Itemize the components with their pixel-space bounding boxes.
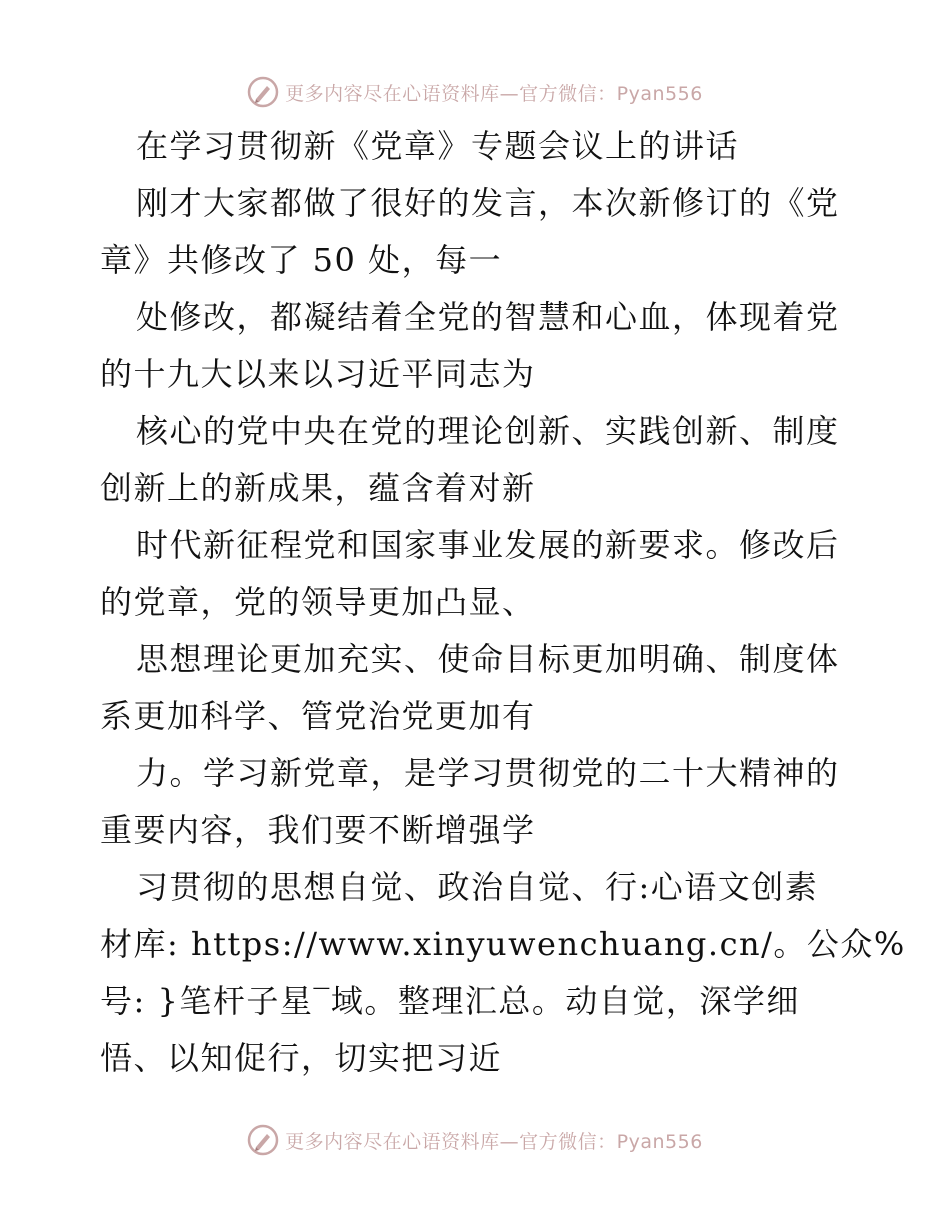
paragraph-line: 核心的党中央在党的理论创新、实践创新、制度 — [136, 412, 840, 450]
paragraph-line: 的十九大以来以习近平同志为 — [100, 355, 536, 393]
paragraph-line: 习贯彻的思想自觉、政治自觉、行:心语文创素 — [136, 868, 819, 906]
paragraph-line: 悟、以知促行，切实把习近 — [100, 1039, 503, 1077]
paragraph-line: 时代新征程党和国家事业发展的新要求。修改后 — [136, 526, 840, 564]
watermark-text: 更多内容尽在心语资料库—官方微信：Pyan556 — [285, 82, 703, 105]
paragraph-line: 章》共修改了 50 处，每一 — [100, 241, 503, 279]
pen-logo-icon — [247, 76, 279, 108]
watermark-text: 更多内容尽在心语资料库—官方微信：Pyan556 — [285, 1130, 703, 1153]
paragraph-line: 号: }笔杆子星‾域。整理汇总。动自觉，深学细 — [100, 982, 800, 1020]
footer-watermark-banner — [0, 1120, 950, 1160]
paragraph-line: 重要内容，我们要不断增强学 — [100, 811, 536, 849]
paragraph-line: 创新上的新成果，蕴含着对新 — [100, 469, 536, 507]
paragraph-line: 刚才大家都做了很好的发言，本次新修订的《党 — [136, 184, 840, 222]
header-watermark-banner — [0, 72, 950, 112]
document-title: 在学习贯彻新《党章》专题会议上的讲话 — [136, 127, 740, 165]
paragraph-line: 处修改，都凝结着全党的智慧和心血，体现着党 — [136, 298, 840, 336]
paragraph-line: 力。学习新党章，是学习贯彻党的二十大精神的 — [136, 754, 840, 792]
paragraph-line: 思想理论更加充实、使命目标更加明确、制度体 — [136, 640, 840, 678]
paragraph-line: 的党章，党的领导更加凸显、 — [100, 583, 536, 621]
paragraph-line: 材库: https://www.xinyuwenchuang.cn/。公众% — [100, 925, 906, 963]
document-body — [100, 118, 906, 1087]
pen-logo-icon — [247, 1124, 279, 1156]
paragraph-line: 系更加科学、管党治党更加有 — [100, 697, 536, 735]
